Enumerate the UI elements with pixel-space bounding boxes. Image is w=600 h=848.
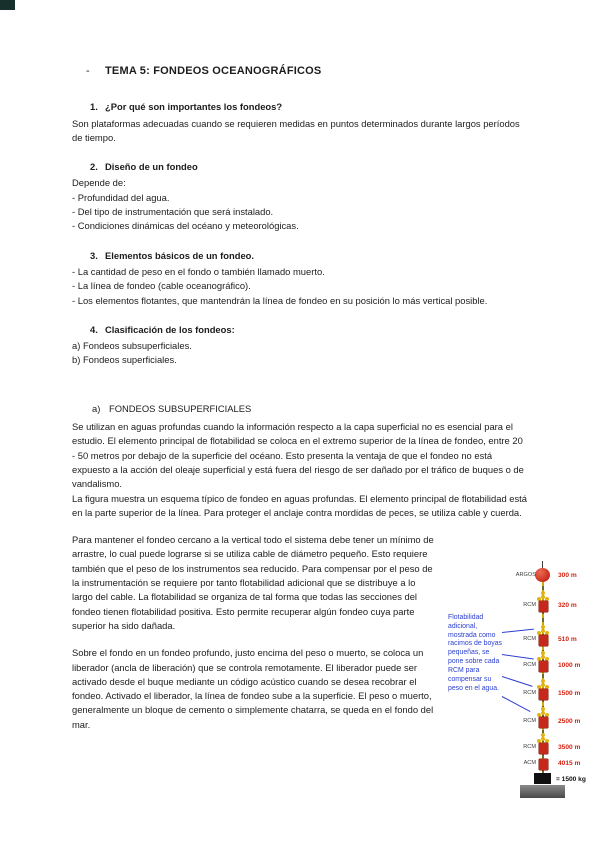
- float-sphere-icon: [535, 568, 550, 582]
- buoy-cluster-icon: [541, 595, 545, 599]
- depth-label: 4015 m: [558, 760, 581, 767]
- list-item: - La línea de fondeo (cable oceanográfico).: [72, 280, 251, 292]
- title-dash: -: [86, 65, 90, 77]
- instrument-icon: [539, 717, 548, 728]
- page-title: [72, 64, 528, 78]
- section-number: 2.: [90, 161, 98, 173]
- list-item: - Profundidad del agua.: [72, 191, 170, 203]
- mooring-diagram: [446, 552, 598, 810]
- anchor-weight-label: = 1500 kg: [556, 776, 586, 783]
- list-item: - La cantidad de peso en el fondo o también llamado muerto.: [72, 265, 325, 277]
- buoy-cluster-icon: [541, 737, 545, 741]
- buoy-cluster-icon: [541, 711, 545, 715]
- depth-label: 2500 m: [558, 718, 581, 725]
- annotation-arrow: [502, 654, 534, 659]
- paragraph: Para mantener el fondeo cercano a la vertical todo el sistema debe tener un mínimo de arrastre, lo cual puede lograrse si se utiliza cable de diámetro pequeño. Esto requiere también que el peso de los instrumentos sea reducido. Para compensar por el peso de la instrumentación se requiere por tanto flotabilidad adicional que se distribuye a lo largo del cable. La flotabilidad se organiza de tal forma que todas las secciones del fondeo tienen flotabilidad positiva. Esto permite recuperar algún fondeo cuya parte superior ha sido dañada.: [72, 534, 434, 631]
- component-label: RCM: [523, 718, 536, 724]
- instrument-rcm: [446, 716, 598, 730]
- instrument-icon: [539, 689, 548, 700]
- section-heading-text: Clasificación de los fondeos:: [105, 323, 235, 335]
- instrument-release: [446, 758, 598, 772]
- section-1: [72, 100, 528, 145]
- instrument-rcm: [446, 660, 598, 674]
- depth-label: 510 m: [558, 636, 577, 643]
- depth-label: 300 m: [558, 572, 577, 579]
- list-item: - Los elementos flotantes, que mantendrán la línea de fondeo en su posición lo más vertical posible.: [72, 294, 488, 306]
- paragraph: Depende de:: [72, 177, 126, 189]
- section-heading: [72, 160, 528, 174]
- list-item: b) Fondeos superficiales.: [72, 354, 177, 366]
- section-heading: [72, 100, 528, 114]
- annotation-arrow: [502, 676, 533, 687]
- component-label: ACM: [523, 760, 536, 766]
- section-heading: [72, 249, 528, 263]
- section-number: 4.: [90, 323, 98, 335]
- title-text: TEMA 5: FONDEOS OCEANOGRÁFICOS: [105, 65, 322, 77]
- list-item: - Del tipo de instrumentación que será instalado.: [72, 206, 274, 218]
- component-label: ARGOS: [515, 572, 536, 578]
- buoy-cluster-icon: [541, 655, 545, 659]
- section-heading-text: ¿Por qué son importantes los fondeos?: [105, 101, 283, 113]
- component-label: RCM: [523, 602, 536, 608]
- paragraph: La figura muestra un esquema típico de fondeo en aguas profundas. El elemento principal de flotabilidad está en la parte superior de la línea. Para proteger el anclaje contra mordidas de peces, se utiliza cable y cuerda.: [72, 492, 527, 518]
- instrument-rcm: [446, 742, 598, 756]
- instrument-icon: [539, 743, 548, 754]
- section-3: [72, 249, 528, 308]
- subsection-label: a): [92, 402, 101, 414]
- instrument-icon: [539, 759, 548, 770]
- section-heading-text: Diseño de un fondeo: [105, 161, 198, 173]
- buoy-cluster-icon: [541, 629, 545, 633]
- paragraph: Sobre el fondo en un fondeo profundo, justo encima del peso o muerto, se coloca un liberador (ancla de liberación) que se controla remotamente. El liberador puede ser activado desde el buque mediante un código acústico cuando se desea recobrar el fondeo. Activado el liberador, la línea de fondeo sube a la superficie. El peso o muerto, generalmente un bloque de cemento o simplemente chatarra, se queda en el fondo del mar.: [72, 647, 434, 730]
- depth-label: 1500 m: [558, 690, 581, 697]
- instrument-rcm: [446, 634, 598, 648]
- instrument-rcm: [446, 688, 598, 702]
- section-number: 3.: [90, 249, 98, 261]
- paragraph: Se utilizan en aguas profundas cuando la información respecto a la capa superficial no es esencial para el estudio. El elemento principal de flotabilidad se coloca en el extremo superior de la línea de fondeo, entre 20 - 50 metros por debajo de la superficie del océano. Esto presenta la ventaja de que el fondeo no está expuesto a la acción del oleaje superficial y está fuera del riesgo de ser dañado por el tráfico de buques o de vandalismo.: [72, 421, 524, 490]
- annotation-arrow: [502, 629, 534, 633]
- component-label: RCM: [523, 690, 536, 696]
- figure-annotation: Flotabilidad adicional, mostrada como racimos de boyas pequeñas, se pone sobre cada RCM para compensar su peso en el agua.: [448, 614, 503, 692]
- depth-label: 3500 m: [558, 744, 581, 751]
- paragraph: Son plataformas adecuadas cuando se requieren medidas en puntos determinados durante largos períodos de tiempo.: [72, 117, 520, 143]
- instrument-icon: [539, 601, 548, 612]
- section-heading: [72, 323, 528, 337]
- section-2: [72, 160, 528, 233]
- buoy-cluster-icon: [541, 683, 545, 687]
- anchor-block-icon: [534, 773, 551, 784]
- section-4: [72, 323, 528, 368]
- section-number: 1.: [90, 101, 98, 113]
- depth-label: 1000 m: [558, 662, 581, 669]
- anchor-base-icon: [520, 785, 565, 798]
- subsection-heading-text: FONDEOS SUBSUPERFICIALES: [109, 402, 252, 414]
- component-label: RCM: [523, 744, 536, 750]
- instrument-rcm: [446, 600, 598, 614]
- list-item: - Condiciones dinámicas del océano y meteorológicas.: [72, 220, 299, 232]
- instrument-icon: [539, 661, 548, 672]
- section-heading-text: Elementos básicos de un fondeo.: [105, 249, 254, 261]
- depth-label: 320 m: [558, 602, 577, 609]
- component-label: RCM: [523, 662, 536, 668]
- instrument-icon: [539, 635, 548, 646]
- subsection-heading: [72, 402, 528, 416]
- top-float: [446, 570, 598, 584]
- list-item: a) Fondeos subsuperficiales.: [72, 340, 192, 352]
- component-label: RCM: [523, 636, 536, 642]
- corner-mark: [0, 0, 15, 10]
